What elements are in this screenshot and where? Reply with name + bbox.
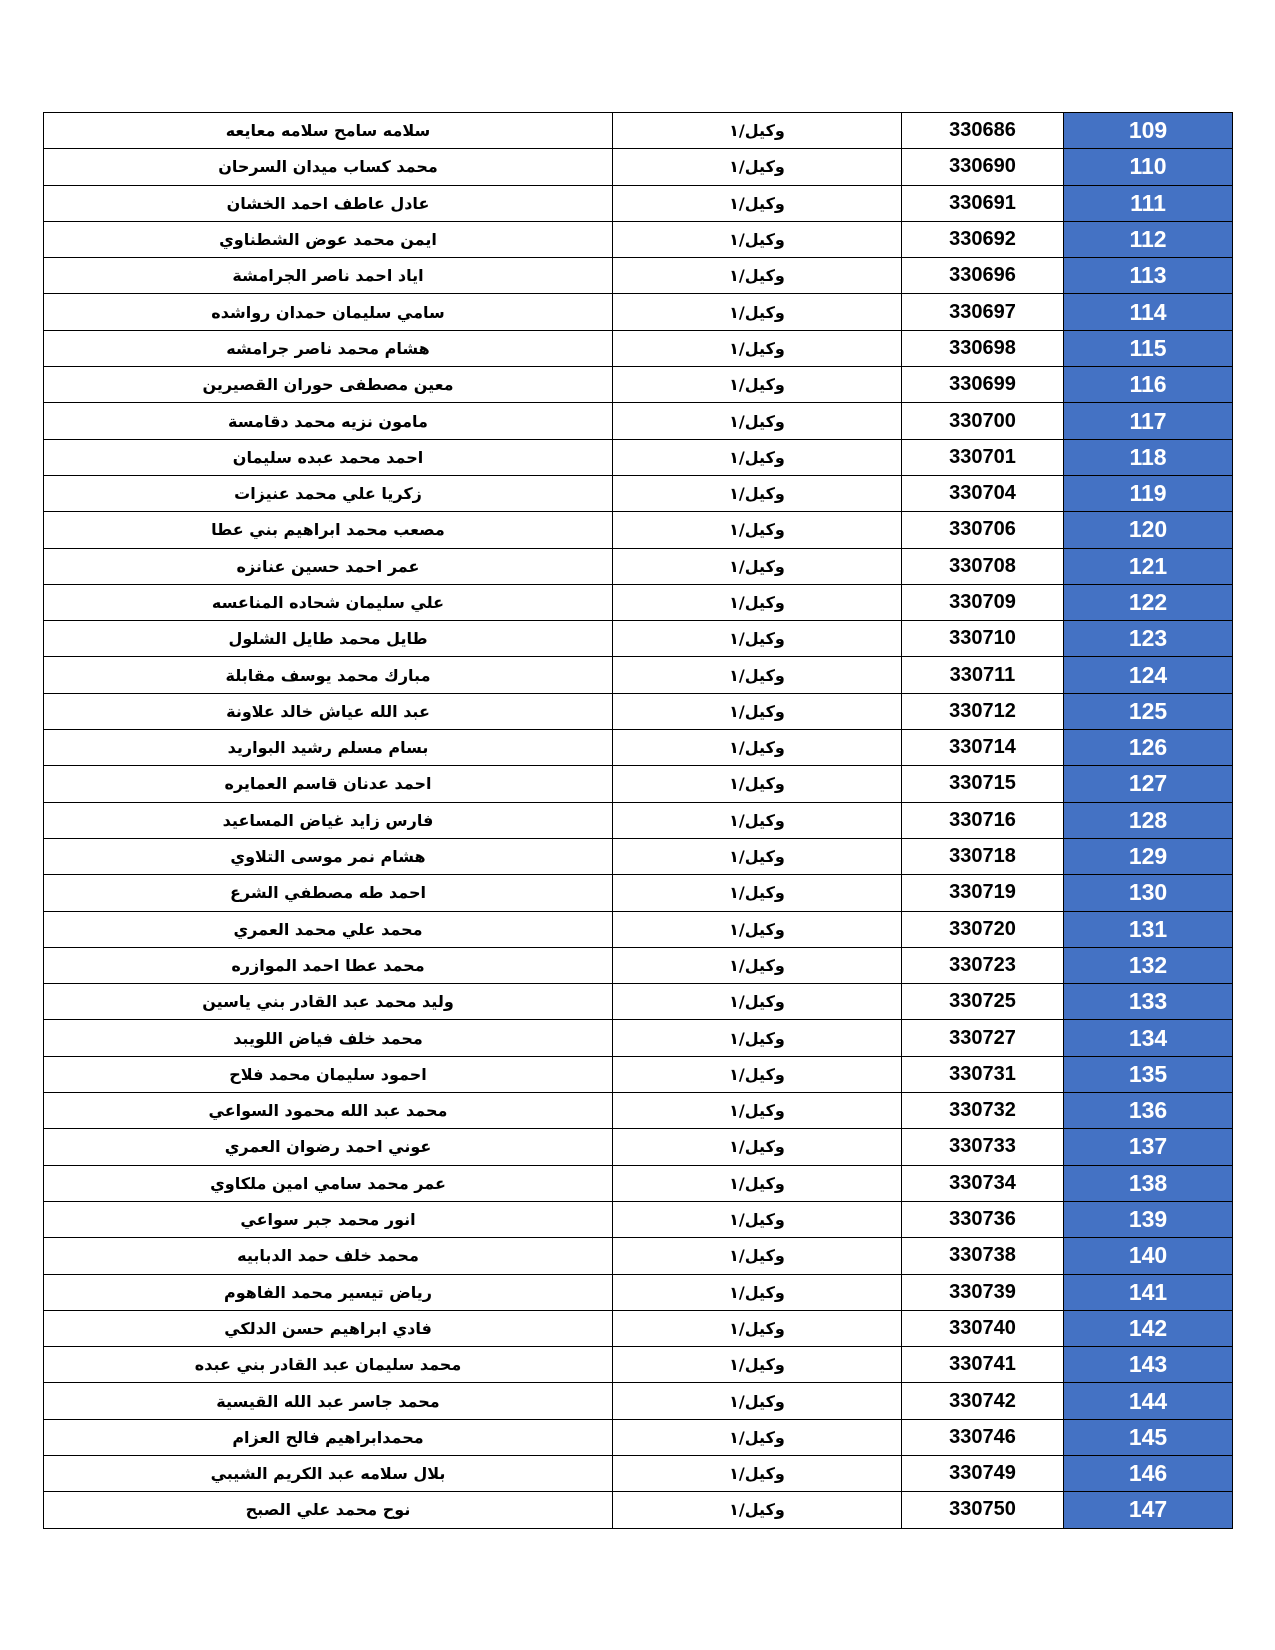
name-cell: فارس زايد غياض المساعيد — [44, 802, 613, 838]
rank-cell: وكيل/١ — [613, 1238, 902, 1274]
name-cell: علي سليمان شحاده المناعسه — [44, 584, 613, 620]
name-cell: فادي ابراهيم حسن الدلكي — [44, 1310, 613, 1346]
name-cell: سلامه سامح سلامه معايعه — [44, 113, 613, 149]
table-row — [44, 185, 1233, 221]
id-number-cell: 330712 — [902, 693, 1064, 729]
table-row — [44, 657, 1233, 693]
row-number-cell: 129 — [1064, 838, 1233, 874]
table-row — [44, 439, 1233, 475]
rank-cell: وكيل/١ — [613, 1165, 902, 1201]
id-number-cell: 330700 — [902, 403, 1064, 439]
table-row — [44, 693, 1233, 729]
id-number-cell: 330731 — [902, 1056, 1064, 1092]
name-cell: احمد عدنان قاسم العمايره — [44, 766, 613, 802]
id-number-cell: 330686 — [902, 113, 1064, 149]
id-number-cell: 330732 — [902, 1093, 1064, 1129]
row-number-cell: 125 — [1064, 693, 1233, 729]
rank-cell: وكيل/١ — [613, 221, 902, 257]
row-number-cell: 134 — [1064, 1020, 1233, 1056]
id-number-cell: 330704 — [902, 475, 1064, 511]
name-cell: عبد الله عياش خالد علاونة — [44, 693, 613, 729]
table-row — [44, 1129, 1233, 1165]
rank-cell: وكيل/١ — [613, 367, 902, 403]
table-row — [44, 584, 1233, 620]
table-row — [44, 149, 1233, 185]
id-number-cell: 330697 — [902, 294, 1064, 330]
row-number-cell: 110 — [1064, 149, 1233, 185]
name-cell: هشام محمد ناصر جرامشه — [44, 330, 613, 366]
row-number-cell: 132 — [1064, 947, 1233, 983]
row-number-cell: 115 — [1064, 330, 1233, 366]
rank-cell: وكيل/١ — [613, 1093, 902, 1129]
rank-cell: وكيل/١ — [613, 1347, 902, 1383]
name-cell: محمد كساب ميدان السرحان — [44, 149, 613, 185]
row-number-cell: 139 — [1064, 1201, 1233, 1237]
row-number-cell: 140 — [1064, 1238, 1233, 1274]
rank-cell: وكيل/١ — [613, 548, 902, 584]
id-number-cell: 330710 — [902, 621, 1064, 657]
name-cell: احمد طه مصطفي الشرع — [44, 875, 613, 911]
table-row — [44, 1056, 1233, 1092]
row-number-cell: 121 — [1064, 548, 1233, 584]
table-row — [44, 294, 1233, 330]
table-row — [44, 1238, 1233, 1274]
row-number-cell: 144 — [1064, 1383, 1233, 1419]
table-row — [44, 730, 1233, 766]
table-row — [44, 548, 1233, 584]
rank-cell: وكيل/١ — [613, 1056, 902, 1092]
table-row — [44, 258, 1233, 294]
rank-cell: وكيل/١ — [613, 1129, 902, 1165]
name-cell: انور محمد جبر سواعي — [44, 1201, 613, 1237]
rank-cell: وكيل/١ — [613, 1455, 902, 1491]
rank-cell: وكيل/١ — [613, 403, 902, 439]
row-number-cell: 120 — [1064, 512, 1233, 548]
row-number-cell: 117 — [1064, 403, 1233, 439]
id-number-cell: 330690 — [902, 149, 1064, 185]
id-number-cell: 330727 — [902, 1020, 1064, 1056]
row-number-cell: 136 — [1064, 1093, 1233, 1129]
name-cell: معين مصطفى حوران القصيرين — [44, 367, 613, 403]
rank-cell: وكيل/١ — [613, 1020, 902, 1056]
id-number-cell: 330711 — [902, 657, 1064, 693]
row-number-cell: 109 — [1064, 113, 1233, 149]
row-number-cell: 137 — [1064, 1129, 1233, 1165]
row-number-cell: 138 — [1064, 1165, 1233, 1201]
id-number-cell: 330738 — [902, 1238, 1064, 1274]
rank-cell: وكيل/١ — [613, 149, 902, 185]
rank-cell: وكيل/١ — [613, 258, 902, 294]
id-number-cell: 330708 — [902, 548, 1064, 584]
name-cell: رياض تيسير محمد الفاهوم — [44, 1274, 613, 1310]
row-number-cell: 128 — [1064, 802, 1233, 838]
rank-cell: وكيل/١ — [613, 330, 902, 366]
row-number-cell: 111 — [1064, 185, 1233, 221]
row-number-cell: 113 — [1064, 258, 1233, 294]
row-number-cell: 124 — [1064, 657, 1233, 693]
rank-cell: وكيل/١ — [613, 730, 902, 766]
table-row — [44, 802, 1233, 838]
row-number-cell: 114 — [1064, 294, 1233, 330]
name-cell: محمد خلف فياض اللويبد — [44, 1020, 613, 1056]
table-row — [44, 947, 1233, 983]
id-number-cell: 330701 — [902, 439, 1064, 475]
name-cell: محمد سليمان عبد القادر بني عبده — [44, 1347, 613, 1383]
name-cell: عادل عاطف احمد الخشان — [44, 185, 613, 221]
rank-cell: وكيل/١ — [613, 657, 902, 693]
id-number-cell: 330719 — [902, 875, 1064, 911]
name-cell: اياد احمد ناصر الجرامشة — [44, 258, 613, 294]
rank-cell: وكيل/١ — [613, 584, 902, 620]
id-number-cell: 330742 — [902, 1383, 1064, 1419]
name-cell: عمر احمد حسين عنانزه — [44, 548, 613, 584]
table-row — [44, 875, 1233, 911]
table-row — [44, 475, 1233, 511]
rank-cell: وكيل/١ — [613, 113, 902, 149]
rank-cell: وكيل/١ — [613, 838, 902, 874]
table-row — [44, 984, 1233, 1020]
name-cell: طايل محمد طايل الشلول — [44, 621, 613, 657]
id-number-cell: 330739 — [902, 1274, 1064, 1310]
id-number-cell: 330706 — [902, 512, 1064, 548]
name-cell: سامي سليمان حمدان رواشده — [44, 294, 613, 330]
id-number-cell: 330736 — [902, 1201, 1064, 1237]
id-number-cell: 330718 — [902, 838, 1064, 874]
rank-cell: وكيل/١ — [613, 766, 902, 802]
rank-cell: وكيل/١ — [613, 475, 902, 511]
row-number-cell: 123 — [1064, 621, 1233, 657]
row-number-cell: 147 — [1064, 1492, 1233, 1528]
table-row — [44, 1419, 1233, 1455]
rank-cell: وكيل/١ — [613, 185, 902, 221]
row-number-cell: 145 — [1064, 1419, 1233, 1455]
id-number-cell: 330741 — [902, 1347, 1064, 1383]
id-number-cell: 330714 — [902, 730, 1064, 766]
id-number-cell: 330723 — [902, 947, 1064, 983]
row-number-cell: 116 — [1064, 367, 1233, 403]
id-number-cell: 330691 — [902, 185, 1064, 221]
row-number-cell: 142 — [1064, 1310, 1233, 1346]
name-cell: مصعب محمد ابراهيم بني عطا — [44, 512, 613, 548]
rank-cell: وكيل/١ — [613, 1201, 902, 1237]
row-number-cell: 126 — [1064, 730, 1233, 766]
name-cell: محمدابراهيم فالح العزام — [44, 1419, 613, 1455]
table-row — [44, 512, 1233, 548]
table-row — [44, 1274, 1233, 1310]
row-number-cell: 130 — [1064, 875, 1233, 911]
rank-cell: وكيل/١ — [613, 294, 902, 330]
row-number-cell: 118 — [1064, 439, 1233, 475]
table-row — [44, 1492, 1233, 1528]
rank-cell: وكيل/١ — [613, 911, 902, 947]
rank-cell: وكيل/١ — [613, 984, 902, 1020]
table-row — [44, 1201, 1233, 1237]
rank-cell: وكيل/١ — [613, 802, 902, 838]
table-row — [44, 1165, 1233, 1201]
rank-cell: وكيل/١ — [613, 875, 902, 911]
row-number-cell: 135 — [1064, 1056, 1233, 1092]
table-row — [44, 221, 1233, 257]
table-row — [44, 330, 1233, 366]
name-cell: نوح محمد علي الصبح — [44, 1492, 613, 1528]
table-row — [44, 1383, 1233, 1419]
rank-cell: وكيل/١ — [613, 1310, 902, 1346]
row-number-cell: 143 — [1064, 1347, 1233, 1383]
table-row — [44, 1093, 1233, 1129]
table-row — [44, 1020, 1233, 1056]
id-number-cell: 330709 — [902, 584, 1064, 620]
personnel-table-body — [44, 113, 1233, 1529]
row-number-cell: 122 — [1064, 584, 1233, 620]
row-number-cell: 146 — [1064, 1455, 1233, 1491]
id-number-cell: 330715 — [902, 766, 1064, 802]
name-cell: محمد عبد الله محمود السواعي — [44, 1093, 613, 1129]
id-number-cell: 330692 — [902, 221, 1064, 257]
name-cell: ايمن محمد عوض الشطناوي — [44, 221, 613, 257]
name-cell: محمد خلف حمد الدبابيه — [44, 1238, 613, 1274]
personnel-table — [43, 112, 1233, 1529]
id-number-cell: 330750 — [902, 1492, 1064, 1528]
id-number-cell: 330746 — [902, 1419, 1064, 1455]
name-cell: محمد جاسر عبد الله القيسية — [44, 1383, 613, 1419]
name-cell: احمود سليمان محمد فلاح — [44, 1056, 613, 1092]
rank-cell: وكيل/١ — [613, 1492, 902, 1528]
table-row — [44, 838, 1233, 874]
name-cell: عمر محمد سامي امين ملكاوي — [44, 1165, 613, 1201]
table-row — [44, 113, 1233, 149]
rank-cell: وكيل/١ — [613, 1274, 902, 1310]
rank-cell: وكيل/١ — [613, 439, 902, 475]
table-row — [44, 403, 1233, 439]
id-number-cell: 330733 — [902, 1129, 1064, 1165]
id-number-cell: 330696 — [902, 258, 1064, 294]
rank-cell: وكيل/١ — [613, 693, 902, 729]
name-cell: مبارك محمد يوسف مقابلة — [44, 657, 613, 693]
name-cell: محمد عطا احمد الموازره — [44, 947, 613, 983]
id-number-cell: 330699 — [902, 367, 1064, 403]
id-number-cell: 330749 — [902, 1455, 1064, 1491]
row-number-cell: 131 — [1064, 911, 1233, 947]
row-number-cell: 119 — [1064, 475, 1233, 511]
row-number-cell: 133 — [1064, 984, 1233, 1020]
name-cell: مامون نزيه محمد دقامسة — [44, 403, 613, 439]
row-number-cell: 127 — [1064, 766, 1233, 802]
row-number-cell: 141 — [1064, 1274, 1233, 1310]
table-row — [44, 1310, 1233, 1346]
name-cell: بسام مسلم رشيد البواريد — [44, 730, 613, 766]
table-row — [44, 1347, 1233, 1383]
table-row — [44, 766, 1233, 802]
table-row — [44, 621, 1233, 657]
name-cell: هشام نمر موسى التلاوي — [44, 838, 613, 874]
id-number-cell: 330734 — [902, 1165, 1064, 1201]
name-cell: محمد علي محمد العمري — [44, 911, 613, 947]
table-row — [44, 911, 1233, 947]
rank-cell: وكيل/١ — [613, 947, 902, 983]
name-cell: احمد محمد عبده سليمان — [44, 439, 613, 475]
rank-cell: وكيل/١ — [613, 512, 902, 548]
row-number-cell: 112 — [1064, 221, 1233, 257]
id-number-cell: 330698 — [902, 330, 1064, 366]
id-number-cell: 330716 — [902, 802, 1064, 838]
rank-cell: وكيل/١ — [613, 621, 902, 657]
rank-cell: وكيل/١ — [613, 1419, 902, 1455]
id-number-cell: 330740 — [902, 1310, 1064, 1346]
table-row — [44, 367, 1233, 403]
name-cell: وليد محمد عبد القادر بني ياسين — [44, 984, 613, 1020]
name-cell: بلال سلامه عبد الكريم الشيبي — [44, 1455, 613, 1491]
id-number-cell: 330725 — [902, 984, 1064, 1020]
id-number-cell: 330720 — [902, 911, 1064, 947]
name-cell: عوني احمد رضوان العمري — [44, 1129, 613, 1165]
rank-cell: وكيل/١ — [613, 1383, 902, 1419]
name-cell: زكريا علي محمد عنيزات — [44, 475, 613, 511]
table-row — [44, 1455, 1233, 1491]
